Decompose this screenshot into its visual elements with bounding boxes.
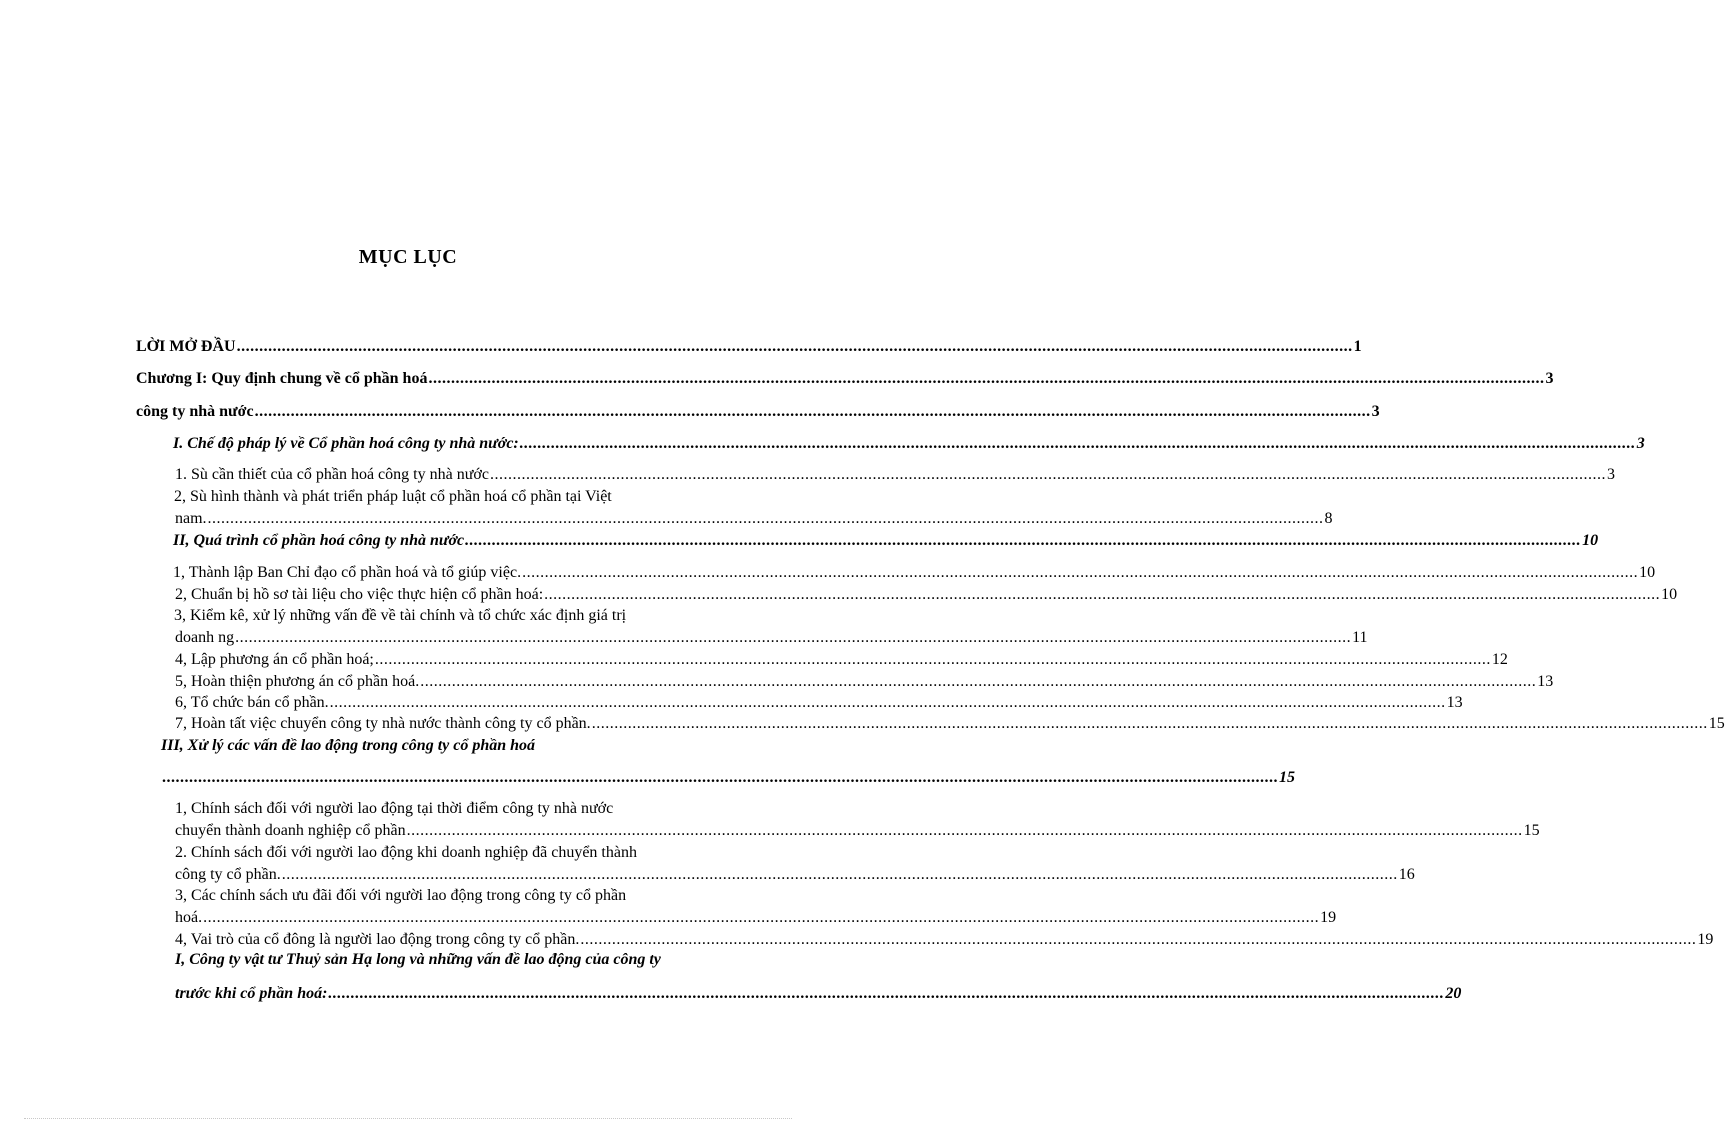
toc-page-number: 15 (1708, 715, 1725, 732)
dot-leader: ........................................................................................................................................................................................................................................................ (420, 673, 1537, 690)
toc-entry-label: 7, Hoàn tất việc chuyển công ty nhà nước thành công ty cổ phần. (175, 715, 591, 732)
toc-entry-label: hoá. (175, 909, 203, 926)
toc-entry-label: trước khi cổ phần hoá: (175, 985, 328, 1002)
toc-page-number: 19 (1697, 931, 1714, 948)
toc-page-number: 15 (1523, 822, 1540, 839)
dot-leader: ........................................................................................................................................................................................................................................................ (406, 822, 1523, 839)
toc-entry-3-4[interactable] (175, 929, 1714, 951)
toc-page-number: 12 (1491, 651, 1508, 668)
toc-entry-label: 5, Hoàn thiện phương án cổ phần hoá. (175, 673, 420, 690)
toc-entry-label: công ty nhà nước (136, 403, 254, 420)
toc-entry-label: LỜI MỞ ĐẦU (136, 338, 236, 355)
dot-leader: ........................................................................................................................................................................................................................................................ (519, 435, 1636, 452)
dot-leader: ........................................................................................................................................................................................................................................................ (522, 564, 1639, 581)
dot-leader: ........................................................................................................................................................................................................................................................ (374, 651, 1491, 668)
toc-entry-chapter-1[interactable] (136, 368, 1554, 390)
toc-entry-2-1[interactable] (173, 562, 1656, 584)
toc-page-number: 20 (1445, 985, 1462, 1002)
dot-leader: ........................................................................................................................................................................................................................................................ (328, 985, 1445, 1002)
toc-entry-2-4[interactable] (175, 649, 1508, 671)
toc-entry-label: II, Quá trình cổ phần hoá công ty nhà nước (173, 532, 465, 549)
toc-entry-label: 6, Tổ chức bán cổ phần. (175, 694, 329, 711)
toc-entry-3-2[interactable] (175, 864, 1415, 886)
toc-page-number: 13 (1537, 673, 1554, 690)
toc-entry-section-3-line1: III, Xử lý các vấn đề lao động trong công ty cổ phần hoá (161, 737, 536, 754)
toc-page-number: 8 (1324, 510, 1333, 527)
toc-entry-label: I. Chế độ pháp lý về Cổ phần hoá công ty nhà nước: (173, 435, 519, 452)
toc-entry-chapter-1-cont[interactable] (136, 401, 1380, 423)
toc-entry-section-3[interactable] (161, 767, 1295, 789)
dot-leader: ........................................................................................................................................................................................................................................................ (591, 715, 1708, 732)
dot-leader: ........................................................................................................................................................................................................................................................ (489, 466, 1606, 483)
toc-page-number: 3 (1606, 466, 1615, 483)
toc-entry-label: 1, Thành lập Ban Chỉ đạo cổ phần hoá và tổ giúp việc. (173, 564, 522, 581)
toc-entry-2-6[interactable] (175, 692, 1463, 714)
toc-page-number: 16 (1398, 866, 1415, 883)
toc-entry-label: nam. (175, 510, 207, 527)
toc-entry-3-1-line1: 1, Chính sách đối với người lao động tại thời điểm công ty nhà nước (175, 800, 614, 817)
dot-leader: ........................................................................................................................................................................................................................................................ (236, 338, 1353, 355)
toc-page-number: 13 (1446, 694, 1463, 711)
toc-page-number: 3 (1371, 403, 1380, 420)
toc-entry-section-2[interactable] (173, 530, 1599, 552)
toc-entry-intro[interactable] (136, 336, 1362, 358)
dot-leader: ........................................................................................................................................................................................................................................................ (281, 866, 1398, 883)
toc-entry-1-2-line1: 2, Sù hình thành và phát triển pháp luật cổ phần hoá cổ phần tại Việt (174, 488, 612, 505)
toc-entry-label: 4, Lập phương án cổ phần hoá; (175, 651, 374, 668)
toc-page-number: 15 (1279, 769, 1295, 786)
toc-entry-label: công ty cổ phần. (175, 866, 281, 883)
toc-page-number: 1 (1353, 338, 1362, 355)
toc-entry-3-3[interactable] (175, 907, 1337, 929)
toc-entry-section-1[interactable] (173, 433, 1645, 455)
dot-leader: ........................................................................................................................................................................................................................................................ (428, 370, 1545, 387)
toc-entry-part-2[interactable] (175, 983, 1462, 1005)
toc-entry-1-1[interactable] (175, 464, 1615, 486)
toc-entry-3-2-line1: 2. Chính sách đối với người lao động khi doanh nghiệp đã chuyển thành (175, 844, 637, 861)
dot-leader: ........................................................................................................................................................................................................................................................ (207, 510, 1324, 527)
page-title: MỤC LỤC (358, 246, 458, 268)
toc-entry-label: doanh ng (175, 629, 235, 646)
toc-page-number: 10 (1661, 586, 1678, 603)
toc-entry-label: chuyển thành doanh nghiệp cổ phần (175, 822, 406, 839)
toc-entry-1-2[interactable] (175, 508, 1333, 530)
dot-leader: ........................................................................................................................................................................................................................................................ (580, 931, 1697, 948)
toc-entry-label: 1. Sù cần thiết của cổ phần hoá công ty nhà nước (175, 466, 489, 483)
toc-page-number: 19 (1320, 909, 1337, 926)
toc-entry-label: 4, Vai trò của cổ đông là người lao động trong công ty cổ phần. (175, 931, 580, 948)
toc-page-number: 10 (1582, 532, 1599, 549)
toc-entry-3-3-line1: 3, Các chính sách ưu đãi đối với người lao động trong công ty cổ phần (175, 887, 627, 904)
dot-leader: ........................................................................................................................................................................................................................................................ (465, 532, 1582, 549)
toc-entry-2-3[interactable] (175, 627, 1368, 649)
dot-leader: ........................................................................................................................................................................................................................................................ (329, 694, 1446, 711)
toc-page-number: 10 (1639, 564, 1656, 581)
dot-leader: ........................................................................................................................................................................................................................................................ (203, 909, 1320, 926)
dot-leader: ........................................................................................................................................................................................................................................................ (254, 403, 1371, 420)
toc-entry-label: 2, Chuẩn bị hồ sơ tài liệu cho việc thực hiện cổ phần hoá: (175, 586, 544, 603)
dot-leader: ........................................................................................................................................................................................................................................................ (162, 769, 1278, 786)
dot-leader: ........................................................................................................................................................................................................................................................ (235, 629, 1352, 646)
toc-page-number: 11 (1352, 629, 1368, 646)
toc-entry-label: Chương I: Quy định chung về cổ phần hoá (136, 370, 428, 387)
dot-leader: ........................................................................................................................................................................................................................................................ (544, 586, 1661, 603)
toc-page-number: 3 (1545, 370, 1554, 387)
toc-entry-part-2-line1: I, Công ty vật tư Thuỷ sản Hạ long và những vấn đề lao động của công ty (175, 951, 661, 968)
toc-entry-2-2[interactable] (175, 584, 1678, 606)
toc-entry-2-7[interactable] (175, 713, 1725, 735)
toc-entry-2-3-line1: 3, Kiểm kê, xử lý những vấn đề về tài chính và tổ chức xác định giá trị (174, 607, 627, 624)
toc-entry-3-1[interactable] (175, 820, 1540, 842)
toc-page-number: 3 (1636, 435, 1645, 452)
page-bottom-rule (24, 1118, 792, 1119)
toc-entry-2-5[interactable] (175, 671, 1554, 693)
